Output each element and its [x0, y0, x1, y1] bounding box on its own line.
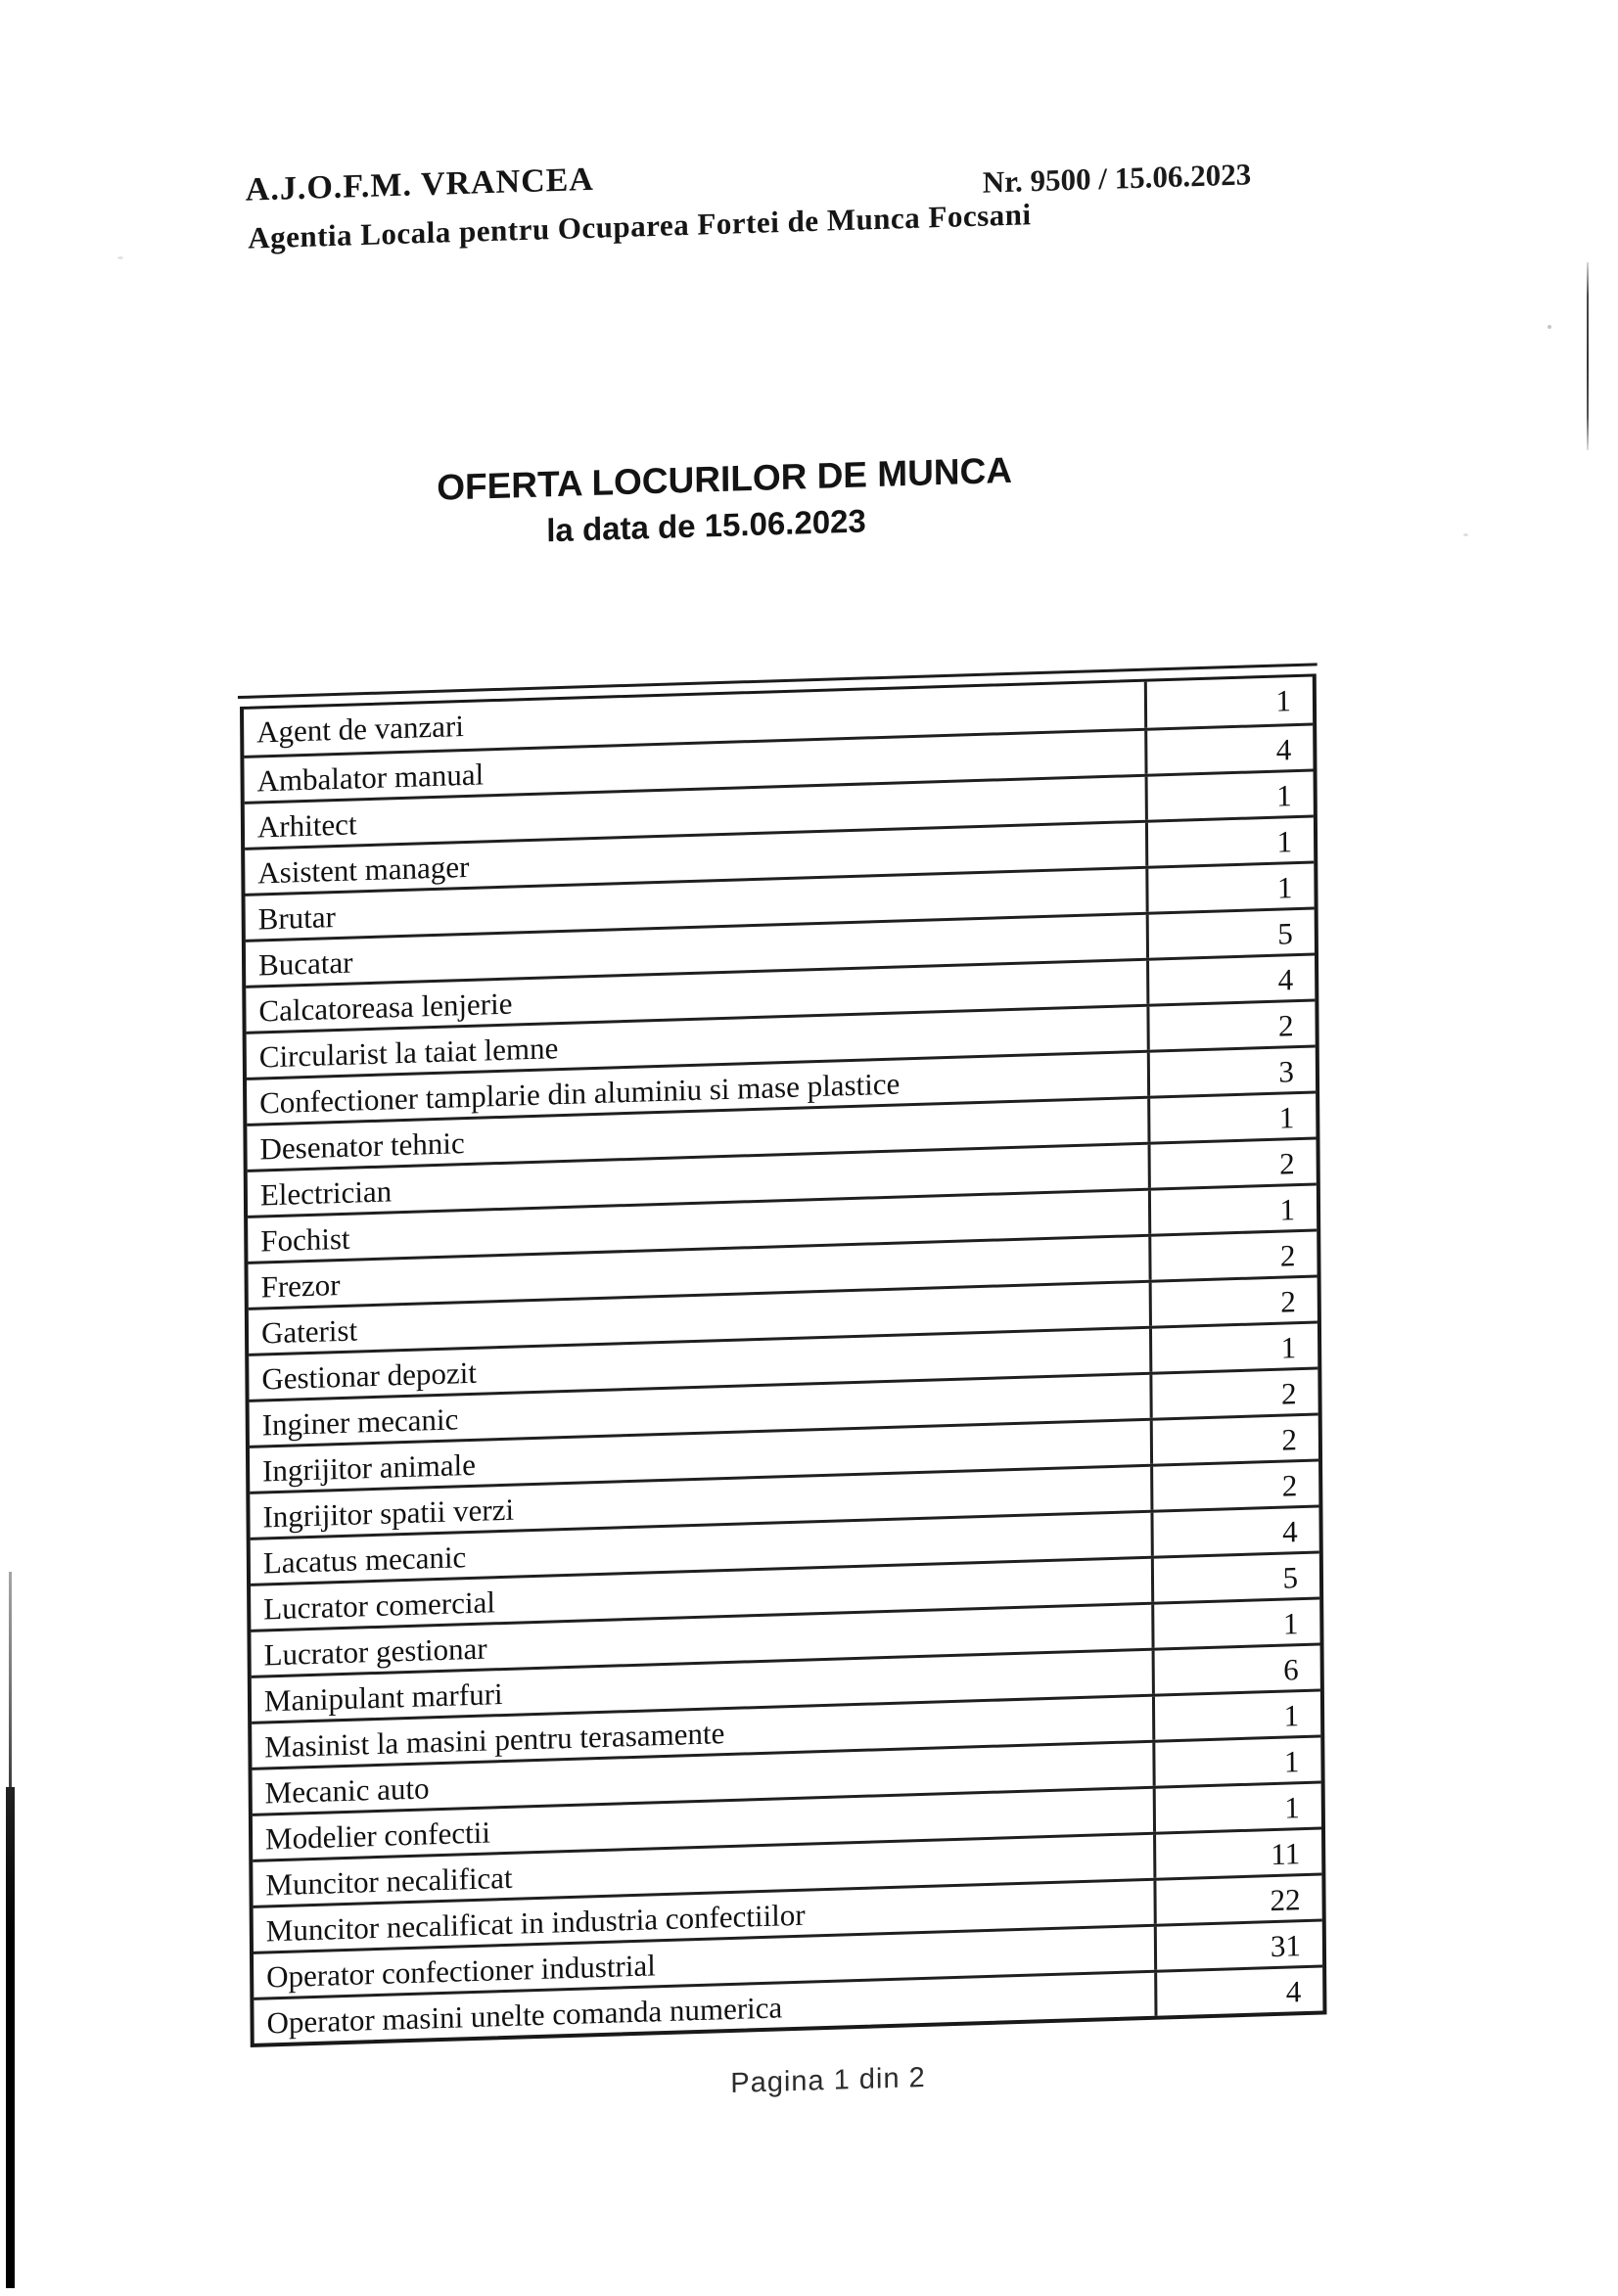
job-title-cell: Agent de vanzari [256, 709, 465, 750]
job-title-cell: Brutar [257, 899, 337, 937]
org-abbrev-text: A.J.O.F.M. VRANCEA [245, 161, 595, 208]
scan-speck [117, 256, 123, 259]
title-line2: la data de 15.06.2023 [546, 502, 866, 549]
job-title-cell: Manipulant marfuri [263, 1676, 503, 1719]
job-count-cell: 1 [1144, 677, 1313, 728]
job-title-cell: Circularist la taiat lemne [258, 1031, 559, 1075]
job-title-cell: Confectioner tamplarie din aluminiu si mase plastice [259, 1066, 901, 1121]
job-count-cell: 11 [1153, 1830, 1321, 1878]
job-count-cell: 4 [1154, 1968, 1322, 2016]
job-count-cell: 2 [1150, 1416, 1318, 1464]
job-title-cell: Calcatoreasa lenjerie [258, 986, 513, 1029]
job-title-cell: Ingrijitor spatii verzi [262, 1492, 515, 1535]
job-title-cell: Muncitor necalificat [265, 1860, 513, 1903]
jobs-table [240, 673, 1326, 2047]
job-title-cell: Electrician [259, 1173, 393, 1213]
job-title-cell: Bucatar [257, 944, 353, 983]
job-title-cell: Operator masini unelte comanda numerica [266, 1990, 783, 2041]
job-count-cell: 1 [1148, 1186, 1317, 1234]
job-title-cell: Arhitect [256, 806, 357, 845]
job-count-cell: 3 [1147, 1048, 1316, 1096]
job-count-cell: 4 [1146, 956, 1315, 1004]
job-count-cell: 5 [1146, 910, 1315, 958]
job-count-cell: 4 [1144, 726, 1313, 774]
job-title-cell: Gestionar depozit [261, 1355, 477, 1397]
job-count-cell: 2 [1149, 1370, 1318, 1418]
job-count-cell: 2 [1149, 1278, 1318, 1326]
job-count-cell: 4 [1150, 1508, 1318, 1556]
job-title-cell: Gaterist [260, 1312, 358, 1351]
job-count-cell: 1 [1145, 818, 1314, 866]
title-line1: OFERTA LOCURILOR DE MUNCA [437, 449, 1013, 508]
scan-speck [1463, 533, 1468, 536]
job-count-cell: 1 [1152, 1692, 1320, 1740]
job-count-cell: 2 [1148, 1140, 1317, 1188]
job-title-cell: Mecanic auto [264, 1770, 430, 1811]
job-title-cell: Asistent manager [257, 849, 470, 891]
job-count-cell: 1 [1147, 1094, 1316, 1142]
job-title-cell: Ingrijitor animale [261, 1446, 477, 1489]
job-count-cell: 1 [1149, 1324, 1318, 1372]
job-count-cell: 1 [1151, 1600, 1319, 1648]
job-title-cell: Frezor [260, 1267, 341, 1305]
job-title-cell: Lacatus mecanic [262, 1539, 467, 1581]
footer-pagination: Pagina 1 din 2 [730, 2061, 926, 2100]
document-title [437, 449, 1013, 553]
job-count-cell: 5 [1151, 1554, 1319, 1602]
job-title-cell: Inginer mecanic [261, 1401, 459, 1443]
scan-artifact-left-black-bar [6, 1787, 15, 2288]
job-count-cell: 31 [1154, 1922, 1322, 1970]
job-title-cell: Masinist la masini pentru terasamente [264, 1716, 725, 1765]
scan-artifact-left-gray-line [9, 1572, 12, 1792]
job-title-cell: Fochist [260, 1220, 350, 1259]
job-count-cell: 2 [1146, 1002, 1315, 1050]
job-title-cell: Desenator tehnic [259, 1125, 465, 1167]
org-name-text: Agentia Locala pentru Ocuparea Fortei de Munca Focsani [248, 197, 1032, 255]
job-title-cell: Operator confectioner industrial [266, 1948, 656, 1995]
job-title-cell: Modelier confectii [264, 1814, 490, 1857]
job-count-cell: 6 [1152, 1646, 1320, 1694]
scan-artifact-right-line [1587, 262, 1589, 450]
job-count-cell: 1 [1152, 1738, 1320, 1786]
scan-speck [1548, 325, 1551, 329]
job-title-cell: Muncitor necalificat in industria confectiilor [265, 1897, 806, 1949]
doc-number-text: Nr. 9500 / 15.06.2023 [982, 157, 1252, 200]
job-title-cell: Lucrator comercial [263, 1584, 495, 1627]
job-count-cell: 2 [1148, 1232, 1317, 1280]
job-count-cell: 1 [1145, 864, 1314, 912]
job-title-cell: Lucrator gestionar [263, 1630, 487, 1673]
job-count-cell: 1 [1153, 1784, 1321, 1832]
job-count-cell: 22 [1153, 1876, 1321, 1924]
job-title-cell: Ambalator manual [256, 757, 485, 799]
job-count-cell: 1 [1145, 772, 1314, 820]
job-count-cell: 2 [1150, 1462, 1318, 1510]
